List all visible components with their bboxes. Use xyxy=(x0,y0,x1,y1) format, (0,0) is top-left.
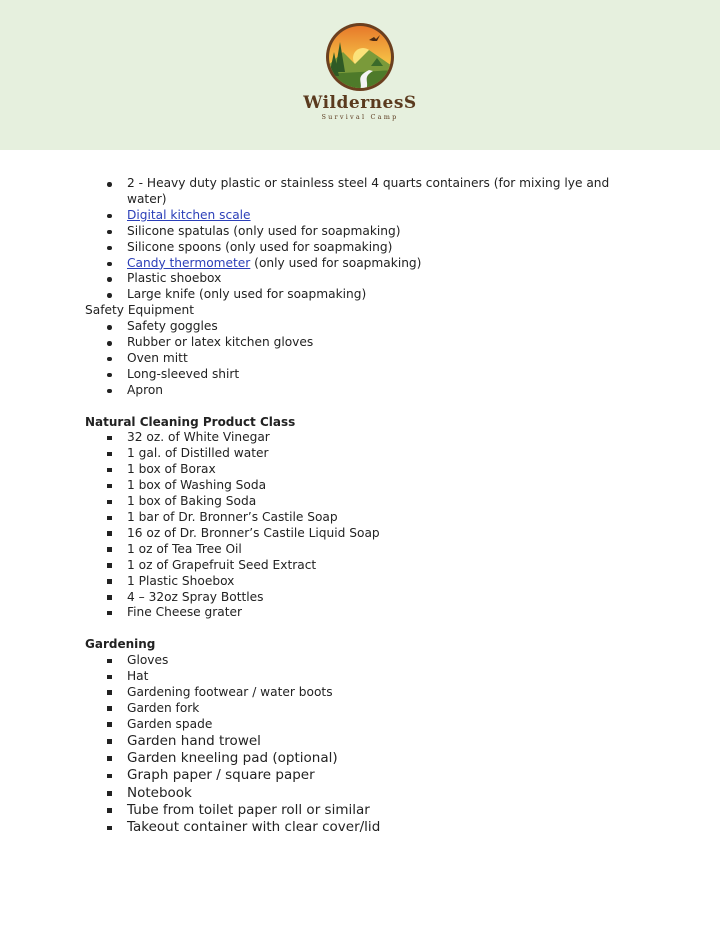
gardening-heading: Gardening xyxy=(85,637,156,652)
list-item: Rubber or latex kitchen gloves xyxy=(127,335,314,350)
list-item: 1 box of Baking Soda xyxy=(127,494,257,509)
list-item: Garden fork xyxy=(127,700,200,715)
list-item: 16 oz of Dr. Bronner’s Castile Liquid Soap xyxy=(127,525,380,540)
list-item: Apron xyxy=(127,382,163,397)
list-item: Long-sleeved shirt xyxy=(127,366,240,381)
list-item: 1 oz of Grapefruit Seed Extract xyxy=(127,557,317,572)
list-item: 1 box of Washing Soda xyxy=(127,478,267,493)
list-item: Garden hand trowel xyxy=(127,732,261,749)
list-item: Graph paper / square paper xyxy=(127,767,315,784)
list-item: Candy thermometer (only used for soapmaking) xyxy=(127,255,422,270)
list-item: Silicone spoons (only used for soapmaking) xyxy=(127,239,393,254)
list-item: Garden spade xyxy=(127,716,213,731)
list-item: Gloves xyxy=(127,653,169,668)
camp-emblem-icon xyxy=(325,22,395,92)
safety-equipment-heading: Safety Equipment xyxy=(85,303,195,318)
list-item: 32 oz. of White Vinegar xyxy=(127,430,270,445)
list-item: Takeout container with clear cover/lid xyxy=(127,819,381,836)
brand-name: WildernesS xyxy=(303,93,417,113)
cleaning-class-heading: Natural Cleaning Product Class xyxy=(85,414,296,429)
list-item: Safety goggles xyxy=(127,319,218,334)
list-item: Hat xyxy=(127,669,149,684)
candy-thermometer-link[interactable]: Candy thermometer xyxy=(127,255,251,270)
list-item: Tube from toilet paper roll or similar xyxy=(127,801,370,818)
brand-tagline: Survival Camp xyxy=(321,113,399,121)
list-item: Silicone spatulas (only used for soapmaking) xyxy=(127,223,401,238)
digital-kitchen-scale-link[interactable]: Digital kitchen scale xyxy=(127,207,251,222)
list-item: Notebook xyxy=(127,784,192,801)
list-item: 1 oz of Tea Tree Oil xyxy=(127,541,242,556)
list-item: 1 gal. of Distilled water xyxy=(127,446,269,461)
list-item: 1 Plastic Shoebox xyxy=(127,573,235,588)
list-item: 2 - Heavy duty plastic or stainless steel 4 quarts containers (for mixing lye and water) xyxy=(127,176,610,206)
list-item: 4 – 32oz Spray Bottles xyxy=(127,589,264,604)
list-item: Plastic shoebox xyxy=(127,271,222,286)
gardening-extra-list xyxy=(0,733,720,837)
supply-list xyxy=(0,176,720,836)
list-item: Gardening footwear / water boots xyxy=(127,684,333,699)
list-item xyxy=(0,208,720,224)
list-item: Large knife (only used for soapmaking) xyxy=(127,287,367,302)
wilderness-logo xyxy=(298,22,422,130)
list-item: Oven mitt xyxy=(127,350,188,365)
list-item: Fine Cheese grater xyxy=(127,605,243,620)
list-item: 1 bar of Dr. Bronner’s Castile Soap xyxy=(127,510,338,525)
list-item: 1 box of Borax xyxy=(127,462,216,477)
list-item: Garden kneeling pad (optional) xyxy=(127,749,338,766)
page-header xyxy=(0,0,720,150)
